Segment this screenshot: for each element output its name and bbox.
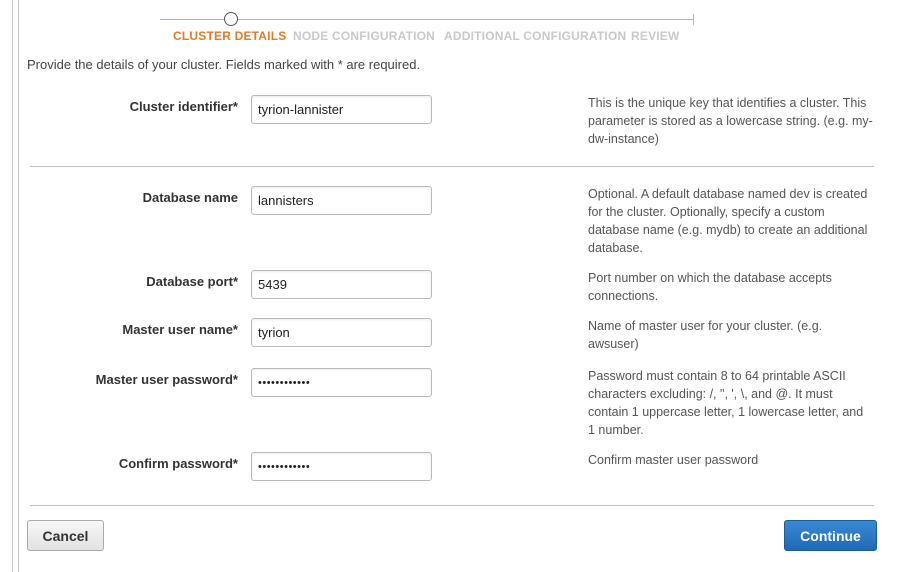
master-user-password-input[interactable] <box>251 368 432 397</box>
continue-button[interactable]: Continue <box>784 520 877 551</box>
cluster-identifier-input[interactable] <box>251 95 432 124</box>
step-node-configuration: NODE CONFIGURATION <box>293 29 436 43</box>
current-step-marker-icon <box>224 12 238 26</box>
cluster-identifier-help: This is the unique key that identifies a cluster. This parameter is stored as a lowercase string. (e.g. my-dw-instance) <box>588 96 873 146</box>
database-port-help: Port number on which the database accepts connections. <box>588 271 832 303</box>
master-user-name-help: Name of master user for your cluster. (e.g. awsuser) <box>588 319 823 351</box>
master-user-password-help: Password must contain 8 to 64 printable ASCII characters excluding: /, ", ', \, and @. It must contain 1 uppercase letter, 1 lowercase letter, and 1 number. <box>588 369 864 437</box>
step-review: REVIEW <box>631 29 680 43</box>
confirm-password-help: Confirm master user password <box>588 453 759 467</box>
confirm-password-input[interactable] <box>251 452 432 481</box>
stepper-track <box>160 19 694 20</box>
database-name-help: Optional. A default database named dev is created for the cluster. Optionally, specify a custom database name (e.g. mydb) to create an additional database. <box>588 187 868 255</box>
section-divider <box>30 166 874 167</box>
cancel-button[interactable]: Cancel <box>27 520 104 551</box>
left-border-line-inner <box>18 0 19 572</box>
database-port-label: Database port* <box>146 274 238 289</box>
master-user-name-label: Master user name* <box>122 322 238 337</box>
master-user-password-label: Master user password* <box>95 372 238 387</box>
intro-text: Provide the details of your cluster. Fields marked with * are required. <box>27 57 421 72</box>
confirm-password-label: Confirm password* <box>118 456 238 471</box>
step-additional-configuration: ADDITIONAL CONFIGURATION <box>444 29 627 43</box>
database-port-input[interactable] <box>251 270 432 299</box>
database-name-input[interactable] <box>251 186 432 215</box>
footer-divider <box>30 505 874 506</box>
left-border-line <box>12 0 13 572</box>
master-user-name-input[interactable] <box>251 318 432 347</box>
database-name-label: Database name <box>142 190 238 205</box>
step-cluster-details: CLUSTER DETAILS <box>173 29 287 43</box>
stepper-progress <box>160 19 226 20</box>
stepper-end-tick <box>693 14 694 25</box>
cluster-identifier-label: Cluster identifier* <box>129 99 238 114</box>
